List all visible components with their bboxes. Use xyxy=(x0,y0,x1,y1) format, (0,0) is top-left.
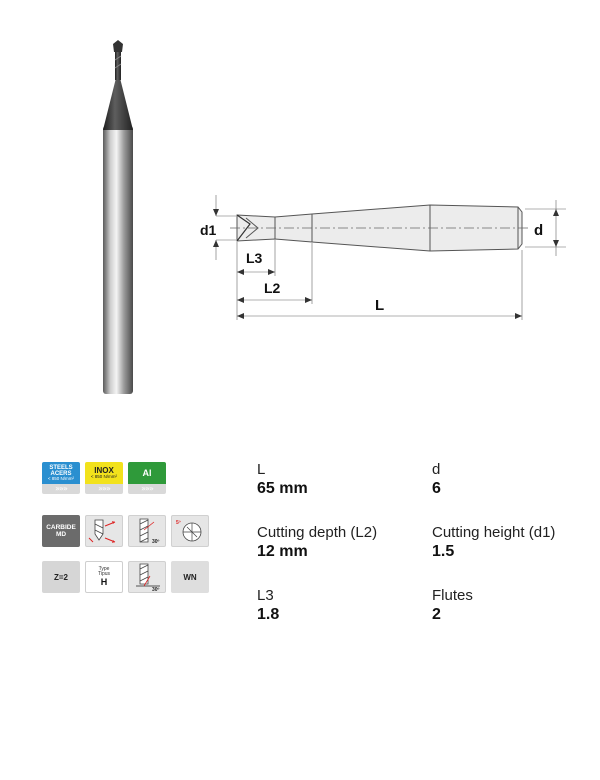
type-code: H xyxy=(100,577,108,587)
spec-value: 12 mm xyxy=(257,543,308,560)
point-angle-icon xyxy=(173,516,207,546)
steels-line1: STEELS xyxy=(49,464,73,471)
inox-badge xyxy=(85,462,123,494)
spec-value: 65 mm xyxy=(257,480,308,497)
spec-label: Cutting height (d1) xyxy=(432,524,556,541)
spec-diameter xyxy=(432,461,441,499)
spec-l3 xyxy=(257,587,279,625)
dimension-drawing xyxy=(190,180,570,330)
property-badges xyxy=(42,462,210,602)
steels-line3: < 850 N/mm² xyxy=(47,475,75,481)
spec-cutting-depth xyxy=(257,524,377,562)
spec-value: 6 xyxy=(432,480,441,497)
flutes-badge xyxy=(42,561,80,593)
wn-badge xyxy=(171,561,209,593)
type-line2: Tipus xyxy=(97,571,111,577)
end-mill-photo xyxy=(98,38,138,398)
rake-angle-icon xyxy=(130,562,164,592)
helix-angle-icon xyxy=(130,516,164,546)
spec-length xyxy=(257,461,308,499)
spec-label: L3 xyxy=(257,587,274,604)
point-angle-badge xyxy=(171,515,209,547)
L2-label: L2 xyxy=(264,280,281,296)
helix-angle-badge xyxy=(128,515,166,547)
L3-label: L3 xyxy=(246,250,263,266)
spec-value: 2 xyxy=(432,606,441,623)
helix-angle-value: 30º xyxy=(152,539,160,545)
wn-text: WN xyxy=(183,572,197,582)
inox-line1: INOX xyxy=(94,465,114,475)
spec-label: L xyxy=(257,461,266,478)
inox-line2: < 850 N/mm² xyxy=(90,473,118,479)
rake-angle-value: 30º xyxy=(152,587,160,592)
d1-label: d1 xyxy=(200,222,217,238)
d-label: d xyxy=(534,222,544,239)
type-badge xyxy=(85,561,123,593)
aluminium-badge xyxy=(128,462,166,494)
carbide-line2: MD xyxy=(55,531,67,538)
steels-badge xyxy=(42,462,80,494)
spec-value: 1.8 xyxy=(257,606,280,623)
type-line1: Type xyxy=(98,566,110,572)
chevrons-icon: »»» xyxy=(55,484,67,493)
spec-value: 1.5 xyxy=(432,543,455,560)
carbide-badge xyxy=(42,515,80,547)
chevrons-icon: »»» xyxy=(98,484,110,493)
flutes-badge-text: Z=2 xyxy=(53,572,68,582)
chevrons-icon: »»» xyxy=(141,484,153,493)
al-line1: Al xyxy=(142,467,152,478)
carbide-line1: CARBIDE xyxy=(46,523,76,531)
spec-flutes xyxy=(432,587,473,625)
cutting-direction-badge xyxy=(85,515,123,547)
cutting-direction-icon xyxy=(87,516,121,546)
spec-label: d xyxy=(432,461,441,478)
spec-label: Flutes xyxy=(432,587,473,604)
spec-label: Cutting depth (L2) xyxy=(257,524,378,541)
steels-line2: ACERS xyxy=(50,470,72,477)
spec-cutting-height xyxy=(432,524,555,562)
point-angle-value: 5º xyxy=(176,520,181,526)
rake-angle-badge xyxy=(128,561,166,593)
L-label: L xyxy=(375,297,385,314)
